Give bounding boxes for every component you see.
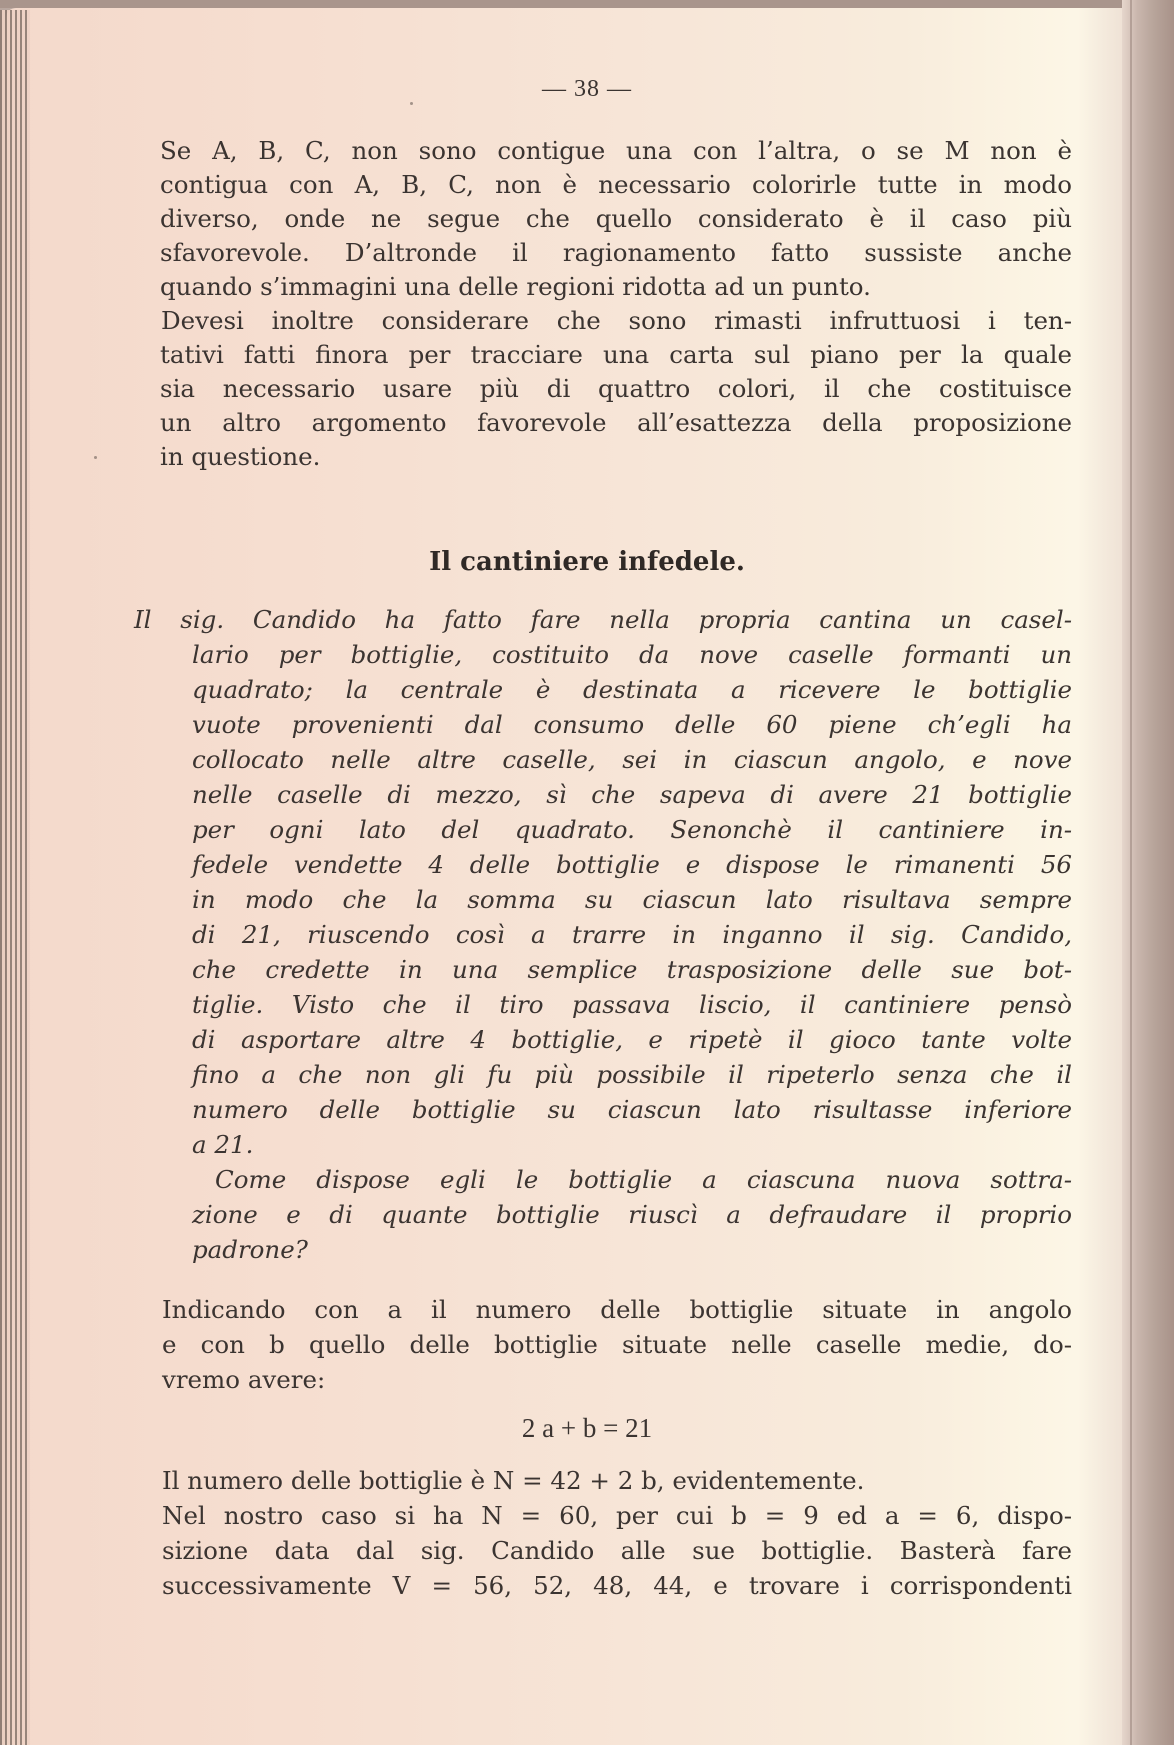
problem-line: collocato nelle altre caselle, sei in ciascun angolo, e nove bbox=[192, 745, 1072, 774]
problem-line: di 21, riuscendo così a trarre in inganno il sig. Candido, bbox=[192, 920, 1072, 949]
stacked-page-edges bbox=[0, 10, 30, 1745]
problem-line: tiglie. Visto che il tiro passava liscio, il cantiniere pensò bbox=[192, 990, 1072, 1019]
paragraph2-line: Devesi inoltre considerare che sono rimasti infruttuosi i ten- bbox=[161, 306, 1072, 335]
problem-line: nelle caselle di mezzo, sì che sapeva di avere 21 bottiglie bbox=[192, 780, 1072, 809]
solution-line: sizione data dal sig. Candido alle sue bottiglie. Basterà fare bbox=[162, 1536, 1072, 1565]
problem-line: di asportare altre 4 bottiglie, e ripetè il gioco tante volte bbox=[192, 1025, 1072, 1054]
problem-question-line: padrone? bbox=[192, 1235, 308, 1264]
paragraph2-line: tativi fatti finora per tracciare una carta sul piano per la quale bbox=[160, 340, 1072, 369]
book-top-edge bbox=[0, 0, 1174, 8]
paragraph2-line: un altro argomento favorevole all’esattezza della proposizione bbox=[160, 408, 1072, 437]
section-title: Il cantiniere infedele. bbox=[429, 547, 745, 577]
problem-line: quadrato; la centrale è destinata a ricevere le bottiglie bbox=[192, 675, 1072, 704]
solution-line: vremo avere: bbox=[162, 1365, 326, 1394]
problem-line: che credette in una semplice trasposizione delle sue bot- bbox=[192, 955, 1072, 984]
problem-line: Il sig. Candido ha fatto fare nella propria cantina un casel- bbox=[134, 605, 1072, 634]
paper-speck bbox=[94, 456, 97, 459]
equation: 2 a + b = 21 bbox=[521, 1413, 653, 1443]
paragraph1-line: Se A, B, C, non sono contigue una con l’altra, o se M non è bbox=[160, 136, 1072, 165]
paper-speck bbox=[410, 102, 413, 105]
problem-line: per ogni lato del quadrato. Senonchè il cantiniere in- bbox=[192, 815, 1072, 844]
solution-line: Il numero delle bottiglie è N = 42 + 2 b, evidentemente. bbox=[162, 1466, 865, 1495]
solution-line: e con b quello delle bottiglie situate nelle caselle medie, do- bbox=[162, 1330, 1072, 1359]
paragraph1-line: sfavorevole. D’altronde il ragionamento fatto sussiste anche bbox=[160, 238, 1072, 267]
paragraph2-line: in questione. bbox=[160, 442, 321, 471]
solution-line: Nel nostro caso si ha N = 60, per cui b = 9 ed a = 6, dispo- bbox=[162, 1501, 1072, 1530]
problem-line: vuote provenienti dal consumo delle 60 piene ch’egli ha bbox=[192, 710, 1072, 739]
problem-line: a 21. bbox=[192, 1130, 254, 1159]
solution-line: Indicando con a il numero delle bottiglie situate in angolo bbox=[162, 1295, 1072, 1324]
paragraph1-line: contigua con A, B, C, non è necessario colorirle tutte in modo bbox=[160, 170, 1072, 199]
solution-line: successivamente V = 56, 52, 48, 44, e trovare i corrispondenti bbox=[162, 1571, 1072, 1600]
paragraph1-line: diverso, onde ne segue che quello considerato è il caso più bbox=[160, 204, 1072, 233]
problem-line: fedele vendette 4 delle bottiglie e dispose le rimanenti 56 bbox=[192, 850, 1072, 879]
paragraph2-line: sia necessario usare più di quattro colori, il che costituisce bbox=[160, 374, 1072, 403]
gutter-fold-line bbox=[1130, 0, 1132, 1745]
problem-line: numero delle bottiglie su ciascun lato risultasse inferiore bbox=[192, 1095, 1072, 1124]
problem-line: in modo che la somma su ciascun lato risultava sempre bbox=[192, 885, 1072, 914]
problem-question-line: Come dispose egli le bottiglie a ciascuna nuova sottra- bbox=[215, 1165, 1072, 1194]
problem-question-line: zione e di quante bottiglie riuscì a defraudare il proprio bbox=[192, 1200, 1072, 1229]
problem-line: fino a che non gli fu più possibile il ripeterlo senza che il bbox=[192, 1060, 1072, 1089]
page-number: — 38 — bbox=[542, 76, 632, 102]
problem-line: lario per bottiglie, costituito da nove caselle formanti un bbox=[192, 640, 1072, 669]
paragraph1-line: quando s’immagini una delle regioni ridotta ad un punto. bbox=[160, 272, 871, 301]
